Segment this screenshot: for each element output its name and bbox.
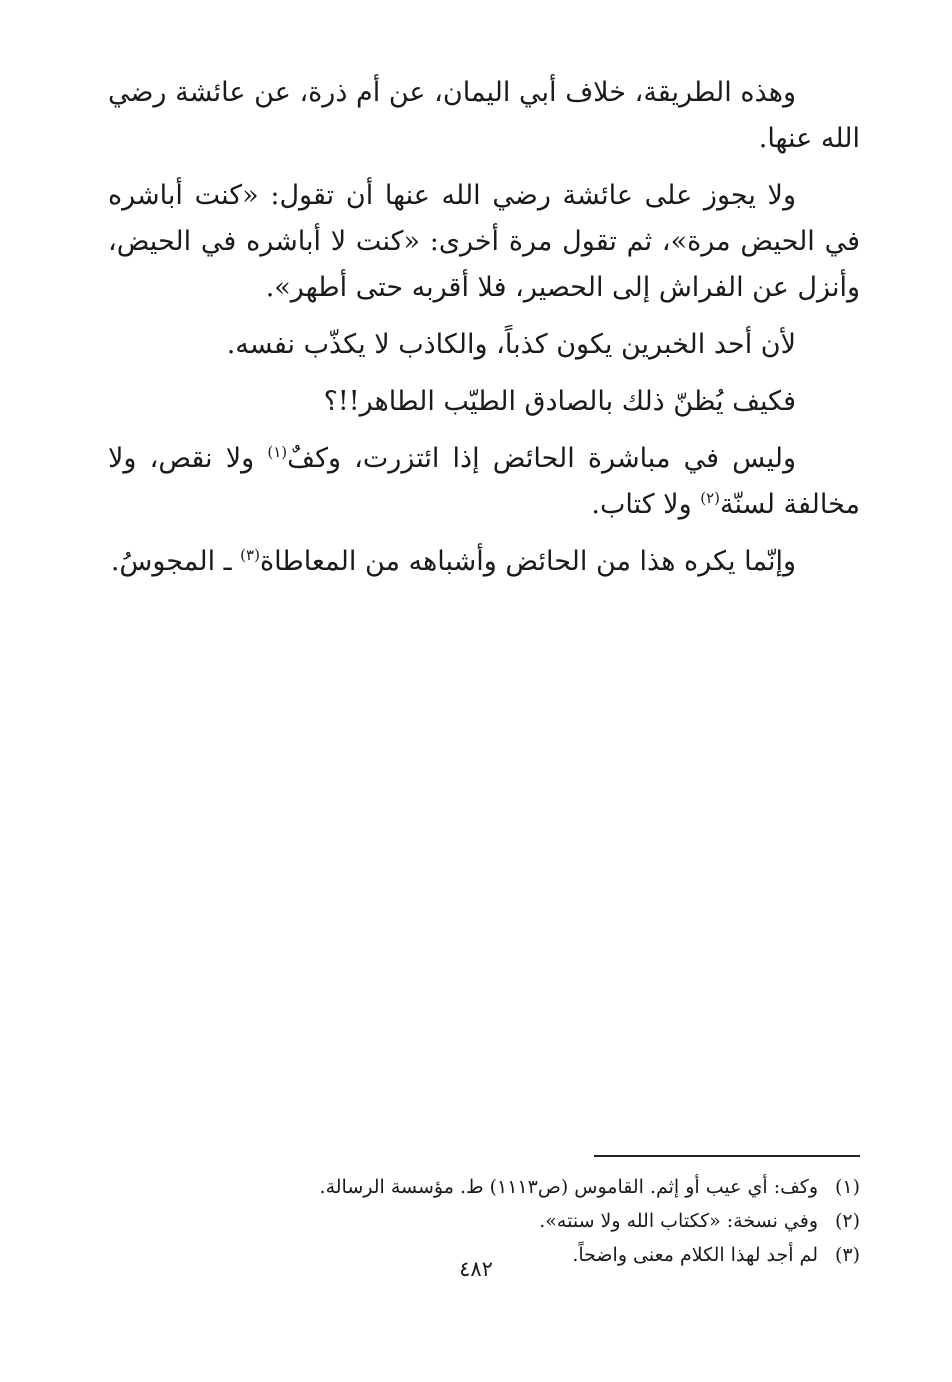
paragraph-6-part-2: ـ المجوسُ. [110, 546, 241, 577]
footnote-text: لم أجد لهذا الكلام معنى واضحاً. [572, 1244, 818, 1266]
footnote-ref-1: (١) [267, 443, 288, 461]
paragraph-3: لأن أحد الخبرين يكون كذباً، والكاذب لا يكذّب نفسه. [226, 329, 796, 360]
footnote-text: وفي نسخة: «ككتاب الله ولا سنته». [539, 1210, 818, 1232]
paragraph-6 [108, 539, 860, 585]
paragraph-6-part-1: وإنّما يكره هذا من الحائض وأشباهه من المعاطاة [259, 546, 796, 577]
footnote-number: (٢) [834, 1210, 860, 1232]
paragraph-2: ولا يجوز على عائشة رضي الله عنها أن تقول: «كنت أباشره في الحيض مرة»، ثم تقول مرة أخرى: «كنت لا أباشره في الحيض، وأنزل عن الفراش إلى الحصير، فلا أقربه حتى أطهر». [108, 180, 860, 303]
paragraph-1: وهذه الطريقة، خلاف أبي اليمان، عن أم ذرة، عن عائشة رضي الله عنها. [108, 77, 860, 154]
footnote-ref-2: (٢) [700, 489, 720, 507]
footnote-text: وكف: أي عيب أو إثم. القاموس (ص١١١٣) ط. مؤسسة الرسالة. [319, 1176, 818, 1198]
paragraph-5 [108, 436, 860, 528]
paragraph-5-part-3: ولا كتاب. [591, 489, 701, 520]
page-number: ٤٨٢ [459, 1257, 493, 1281]
paragraph-4: فكيف يُظنّ ذلك بالصادق الطيّب الطاهر!!؟ [323, 386, 796, 417]
footnote-ref-3: (٣) [240, 546, 260, 564]
footnote-divider [594, 1155, 860, 1157]
footnote-1 [108, 1170, 860, 1204]
footnote-2 [108, 1204, 860, 1238]
footnote-number: (١) [834, 1176, 860, 1198]
footnote-number: (٣) [834, 1244, 860, 1266]
main-text [108, 70, 860, 596]
paragraph-5-part-2: ولا نقص، ولا مخالفة لسنّة [108, 443, 860, 520]
paragraph-5-part-1: وليس في مباشرة الحائض إذا ائتزرت، وكفٌ [287, 443, 796, 474]
